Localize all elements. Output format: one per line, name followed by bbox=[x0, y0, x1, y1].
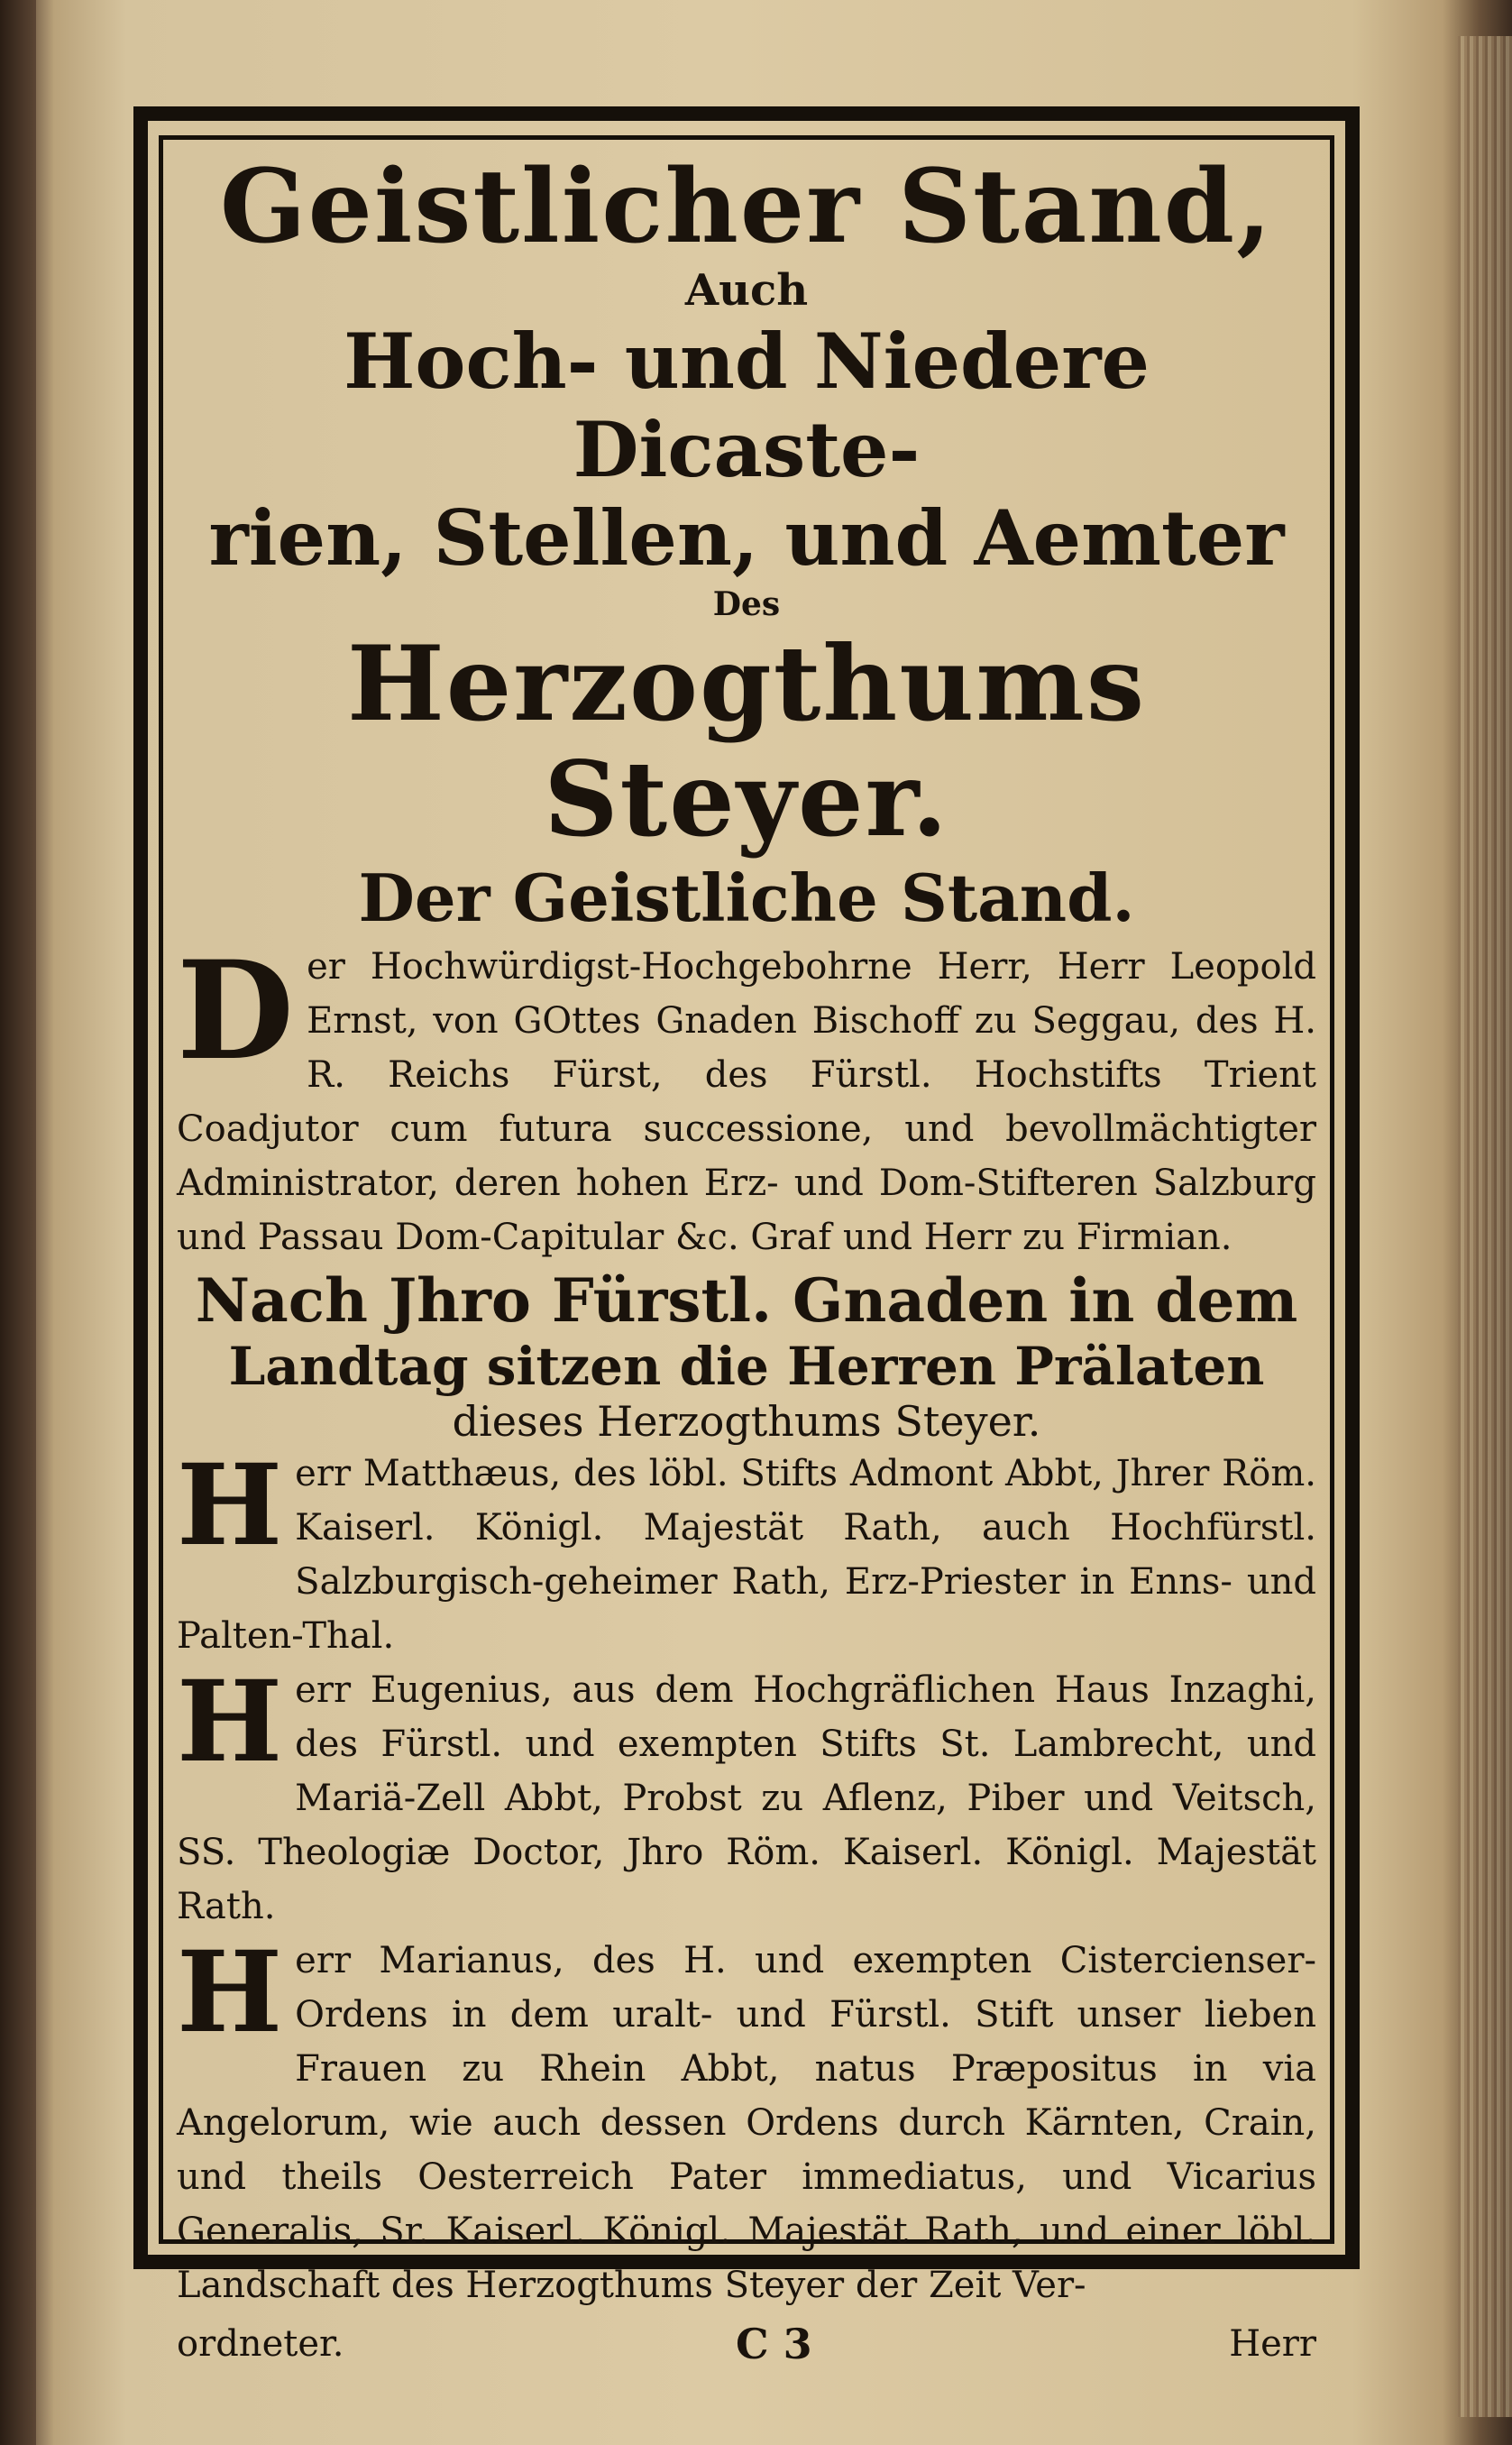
drop-cap: H bbox=[177, 1440, 283, 1571]
title-dicasterien: Hoch- und Niedere Dicaste- bbox=[344, 317, 1150, 494]
paragraph-marianus bbox=[171, 1927, 1322, 2312]
paragraph-text: err Eugenius, aus dem Hochgräflichen Haus Inzaghi, des Fürstl. und exempten Stifts St. Lambrecht, und Mariä-Zell Abbt, Probst zu Aflenz, Piber und Veitsch, SS. Theologiæ Doctor, Jhro Röm. Kaiserl. Königl. Majestät Rath. bbox=[177, 1669, 1316, 1927]
paragraph-eugenius bbox=[171, 1657, 1322, 1934]
page-title: Geistlicher Stand, bbox=[219, 148, 1274, 266]
title-des: Des bbox=[712, 585, 781, 623]
catchword: Herr bbox=[1229, 2323, 1316, 2365]
title-auch: Auch bbox=[684, 265, 809, 316]
signature-mark: C 3 bbox=[736, 2320, 812, 2368]
subheading-line2: Landtag sitzen die Herren Prälaten bbox=[228, 1336, 1265, 1397]
paragraph-matthaeus bbox=[171, 1440, 1322, 1663]
section-heading: Der Geistliche Stand. bbox=[358, 859, 1135, 936]
drop-cap: H bbox=[177, 1927, 283, 2058]
page-edges bbox=[1458, 36, 1512, 2417]
drop-cap: H bbox=[177, 1657, 283, 1788]
footer-tail-text: ordneter. bbox=[177, 2323, 344, 2365]
paragraph-text: err Marianus, des H. und exempten Cistercienser-Ordens in dem uralt- und Fürstl. Stift unser lieben Frauen zu Rhein Abbt, natus Præpositus in via Angelorum, wie auch dessen Ordens durch Kärnten, Crain, und theils Oesterreich Pater immediatus, und Vicarius Generalis, Sr. Kaiserl. Königl. Majestät Rath, und einer löbl. Landschaft des Herzogthums Steyer der Zeit Ver- bbox=[177, 1940, 1316, 2306]
subheading-line1: Nach Jhro Fürstl. Gnaden in dem bbox=[195, 1265, 1298, 1336]
paragraph-text: err Matthæus, des löbl. Stifts Admont Abbt, Jhrer Röm. Kaiserl. Königl. Majestät Rath, auch Hochfürstl. Salzburgisch-geheimer Rath, Erz-Priester in Enns- und Palten-Thal. bbox=[177, 1453, 1316, 1657]
binding-edge bbox=[0, 0, 36, 2445]
title-herzogthum: Herzogthums Steyer. bbox=[346, 623, 1147, 859]
subheading-line3: dieses Herzogthums Steyer. bbox=[452, 1397, 1041, 1446]
page-content bbox=[171, 148, 1322, 2368]
title-stellen: rien, Stellen, und Aemter bbox=[208, 493, 1285, 583]
drop-cap: D bbox=[177, 932, 295, 1090]
page-footer bbox=[177, 2318, 1316, 2370]
paragraph-leopold bbox=[171, 932, 1322, 1264]
paragraph-text: er Hochwürdigst-Hochgebohrne Herr, Herr Leopold Ernst, von GOttes Gnaden Bischoff zu Seggau, des H. R. Reichs Fürst, des Fürstl. Hochstifts Trient Coadjutor cum futura successione, und bevollmächtigter Administrator, deren hohen Erz- und Dom-Stifteren Salzburg und Passau Dom-Capitular &c. Graf und Herr zu Firmian. bbox=[177, 946, 1316, 1258]
